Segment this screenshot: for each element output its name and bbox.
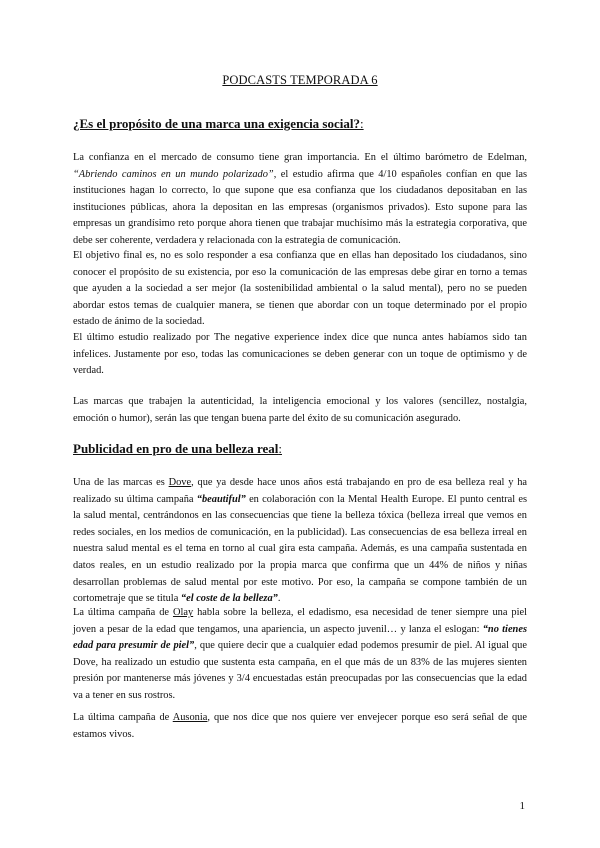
paragraph-negative-index: El último estudio realizado por The negative experience index dice que nunca antes habíamos sido tan infelices. Justamente por eso, todas las comunicaciones se deben generar con un toque de optimismo y de verdad. [73, 332, 527, 377]
olay-slogan: “no tienes edad para presumir de piel” [73, 623, 527, 652]
paragraph-olay-part-c: , que quiere decir que a cualquier edad podemos presumir de piel. Al igual que Dove, ha realizado un estudio que sustenta esta campaña, en el que más de un 83% de las mujeres sienten presión por mantenerse más jóvenes y 3/4 encuestadas están preocupadas por las consecuencias que la edad va a tener en sus rostros. [73, 640, 527, 701]
edelman-quote: “Abriendo caminos en un mundo polarizado” [73, 168, 274, 180]
paragraph-olay-part-a: La última campaña de [73, 607, 173, 618]
paragraph-dove-part-a: Una de las marcas es [73, 477, 169, 488]
section-heading-purpose-text: ¿Es el propósito de una marca una exigencia social? [73, 116, 360, 131]
page-number: 1 [519, 800, 525, 812]
paragraph-dove-part-b: , que ya desde hace unos años está trabajando en pro de esa belleza real y ha realizado su última campaña [73, 477, 527, 505]
paragraph-trust [73, 150, 527, 250]
paragraph-dove [73, 475, 527, 608]
paragraph-trust-part-a: La confianza en el mercado de consumo tiene gran importancia. En el último barómetro de Edelman, [73, 152, 527, 163]
brand-dove: Dove [168, 477, 192, 488]
section-heading-real-beauty-text: Publicidad en pro de una belleza real [73, 441, 279, 456]
paragraph-dove-part-d: . [277, 593, 281, 605]
paragraph-olay-part-b: habla sobre la belleza, el edadismo, esa necesidad de tener siempre una piel joven a pesar de la edad que tengamos, una apariencia, un aspecto juvenil… y lanza el eslogan: [73, 607, 527, 635]
paragraph-trust-part-b: , el estudio afirma que 4/10 españoles confían en que las instituciones hagan lo correcto, lo que supone que esa confianza que los ciudadanos depositaban en las instituciones públicas, ahora la depositan en las empresas (organismos privados). Esto supone para las empresas un grandísimo reto porque ahora tienen que trabajar muchísimo más la estrategia corporativa, que debe ser coherente, verdadera y relacionada con la estrategia de comunicación. [73, 168, 527, 246]
paragraph-authenticity: Las marcas que trabajen la autenticidad, la inteligencia emocional y los valores (sencillez, nostalgia, emoción o humor), serán las que tengan buena parte del éxito de su comunicación asegurado. [73, 396, 527, 424]
paragraph-dove-part-c: en colaboración con la Mental Health Europe. El punto central es la salud mental, centrándonos en las consecuencias que tiene la belleza tóxica (belleza irreal que vemos en redes sociales, en los medios de comunicación, en la publicidad). Las consecuencias de esa belleza irreal en nuestra salud mental es el tema en torno al cual gira esta campaña. Además, es una campaña sustentada en datos reales, en un estudio realizado por la propia marca que confirma que un 44% de niños y niñas desarrollan problemas de salud mental por este motivo. Por eso, la campaña se compone también de un cortometraje que se titula [73, 493, 528, 605]
paragraph-ausonia-part-a: La última campaña de [73, 712, 173, 723]
section-heading-real-beauty-colon: : [278, 441, 282, 456]
section-heading-purpose [73, 116, 364, 132]
paragraph-objective: El objetivo final es, no es solo responder a esa confianza que en ellas han depositado los ciudadanos, sino conocer el propósito de su existencia, por eso la comunicación de las empresas debe girar en torno a temas que ayuden a la sociedad a ser mejor (la sostenibilidad ambiental o la salud mental), pero no se pueden abordar estos temas de cualquier manera, se tienen que abordar con un toque determinado por el propio estado de ánimo de la sociedad. [73, 250, 527, 328]
paragraph-olay [73, 605, 527, 705]
brand-ausonia: Ausonia [172, 712, 208, 723]
document-title: PODCASTS TEMPORADA 6 [222, 73, 378, 87]
campaign-beautiful: “beautiful” [196, 493, 246, 505]
paragraph-ausonia [73, 710, 527, 743]
section-heading-purpose-colon: : [359, 116, 364, 131]
paragraph-ausonia-part-b: , que nos dice que nos quiere ver envejecer porque eso será señal de que estamos vivos. [73, 712, 527, 740]
brand-olay: Olay [172, 607, 194, 618]
short-film-title: “el coste de la belleza” [180, 593, 278, 605]
section-heading-real-beauty [73, 441, 282, 457]
